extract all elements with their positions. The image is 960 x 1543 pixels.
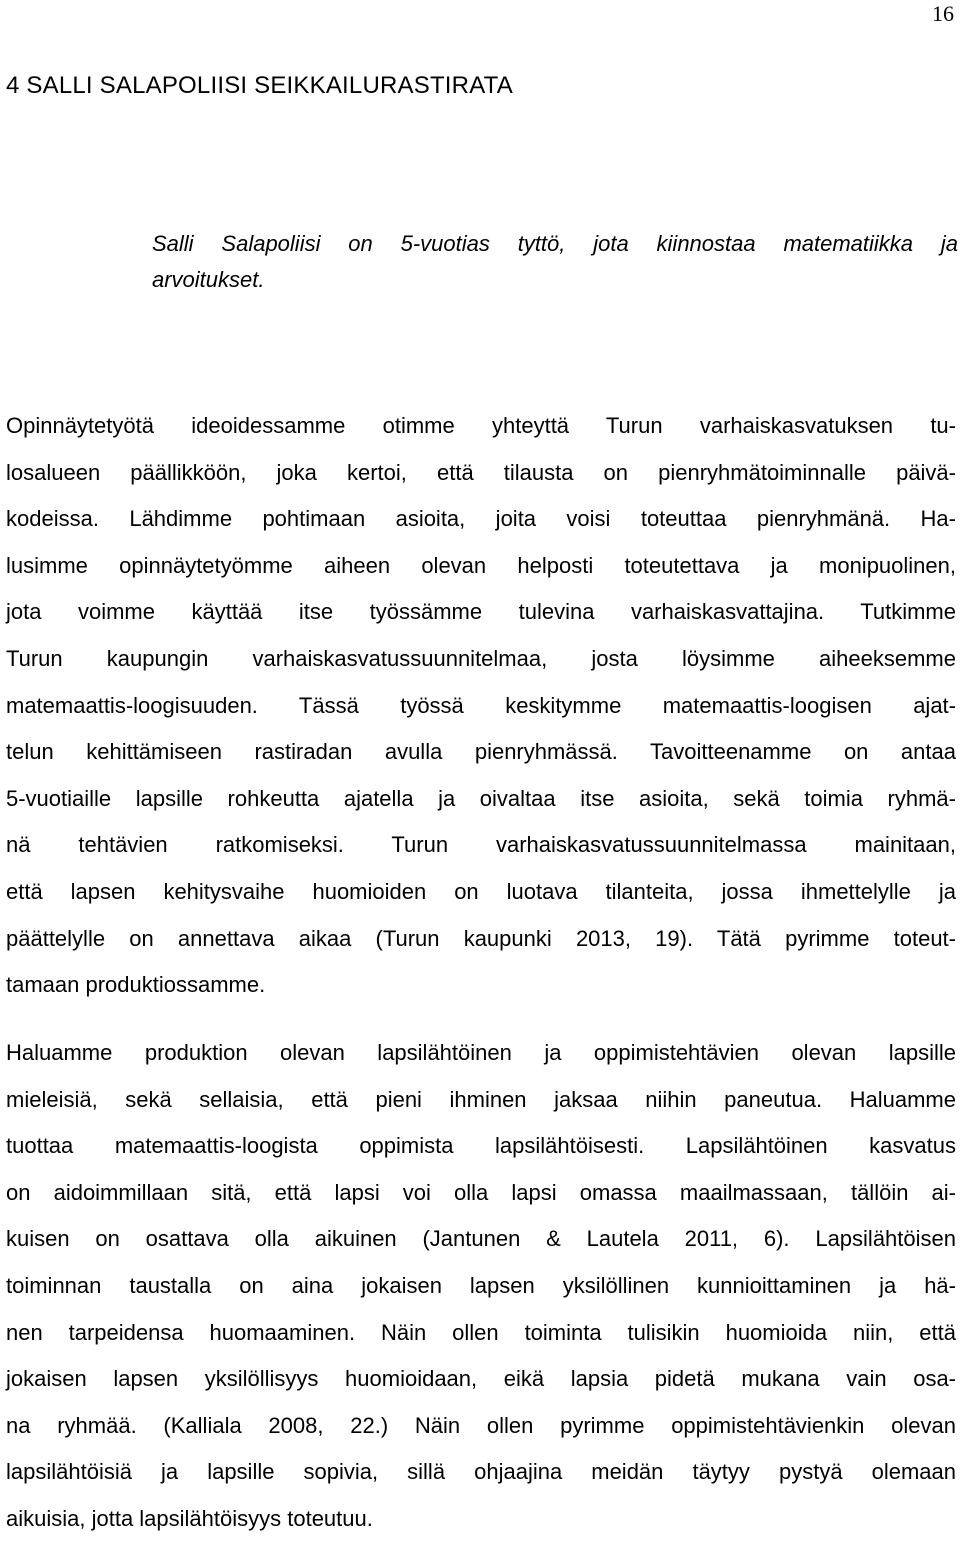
paragraph-line: kodeissa. Lähdimme pohtimaan asioita, joita voisi toteuttaa pienryhmänä. Ha-	[6, 506, 956, 532]
body-paragraph-2	[6, 1030, 956, 1543]
paragraph-line: Opinnäytetyötä ideoidessamme otimme yhteyttä Turun varhaiskasvatuksen tu-	[6, 413, 956, 438]
epigraph	[152, 226, 958, 298]
paragraph-line: Turun kaupungin varhaiskasvatussuunnitelmaa, josta löysimme aiheeksemme	[6, 645, 956, 671]
paragraph-line: päättelylle on annettava aikaa (Turun kaupunki 2013, 19). Tätä pyrimme toteut-	[6, 925, 956, 951]
page-number: 16	[932, 1, 954, 26]
paragraph-line: lusimme opinnäytetyömme aiheen olevan helposti toteutettava ja monipuolinen,	[6, 552, 956, 578]
paragraph-line: nen tarpeidensa huomaaminen. Näin ollen toiminta tulisikin huomioida niin, että	[6, 1319, 956, 1345]
paragraph-line: tuottaa matemaattis-loogista oppimista lapsilähtöisesti. Lapsilähtöinen kasvatus	[6, 1133, 956, 1159]
paragraph-line: jokaisen lapsen yksilöllisyys huomioidaan, eikä lapsia pidetä mukana vain osa-	[6, 1366, 956, 1392]
paragraph-line: jota voimme käyttää itse työssämme tulevina varhaiskasvattajina. Tutkimme	[6, 599, 956, 625]
paragraph-line: tamaan produktiossamme.	[6, 972, 266, 998]
paragraph-line: nä tehtävien ratkomiseksi. Turun varhaiskasvatussuunnitelmassa mainitaan,	[6, 832, 956, 858]
paragraph-line: matemaattis-loogisuuden. Tässä työssä keskitymme matemaattis-loogisen ajat-	[6, 692, 956, 718]
chapter-title: 4 SALLI SALAPOLIISI SEIKKAILURASTIRATA	[6, 72, 513, 99]
paragraph-line: 5-vuotiaille lapsille rohkeutta ajatella ja oivaltaa itse asioita, sekä toimia ryhmä-	[6, 785, 956, 811]
body-paragraph-1	[6, 403, 956, 1009]
paragraph-line: mieleisiä, sekä sellaisia, että pieni ihminen jaksaa niihin paneutua. Haluamme	[6, 1086, 956, 1112]
paragraph-line: lapsilähtöisiä ja lapsille sopivia, sillä ohjaajina meidän täytyy pystyä olemaan	[6, 1459, 956, 1485]
paragraph-line: toiminnan taustalla on aina jokaisen lapsen yksilöllinen kunnioittaminen ja hä-	[6, 1272, 956, 1298]
paragraph-line: Haluamme produktion olevan lapsilähtöinen ja oppimistehtävien olevan lapsille	[6, 1040, 956, 1065]
epigraph-line: arvoitukset.	[152, 267, 265, 292]
paragraph-line: na ryhmää. (Kalliala 2008, 22.) Näin ollen pyrimme oppimistehtävienkin olevan	[6, 1412, 956, 1438]
epigraph-line: Salli Salapoliisi on 5-vuotias tyttö, jota kiinnostaa matematiikka ja	[152, 231, 958, 256]
paragraph-line: kuisen on osattava olla aikuinen (Jantunen & Lautela 2011, 6). Lapsilähtöisen	[6, 1226, 956, 1252]
paragraph-line: losalueen päällikköön, joka kertoi, että tilausta on pienryhmätoiminnalle päivä-	[6, 459, 956, 485]
paragraph-line: että lapsen kehitysvaihe huomioiden on luotava tilanteita, jossa ihmettelylle ja	[6, 878, 956, 904]
paragraph-line: aikuisia, jotta lapsilähtöisyys toteutuu.	[6, 1505, 373, 1531]
paragraph-line: telun kehittämiseen rastiradan avulla pienryhmässä. Tavoitteenamme on antaa	[6, 739, 956, 765]
paragraph-line: on aidoimmillaan sitä, että lapsi voi olla lapsi omassa maailmassaan, tällöin ai-	[6, 1179, 956, 1205]
